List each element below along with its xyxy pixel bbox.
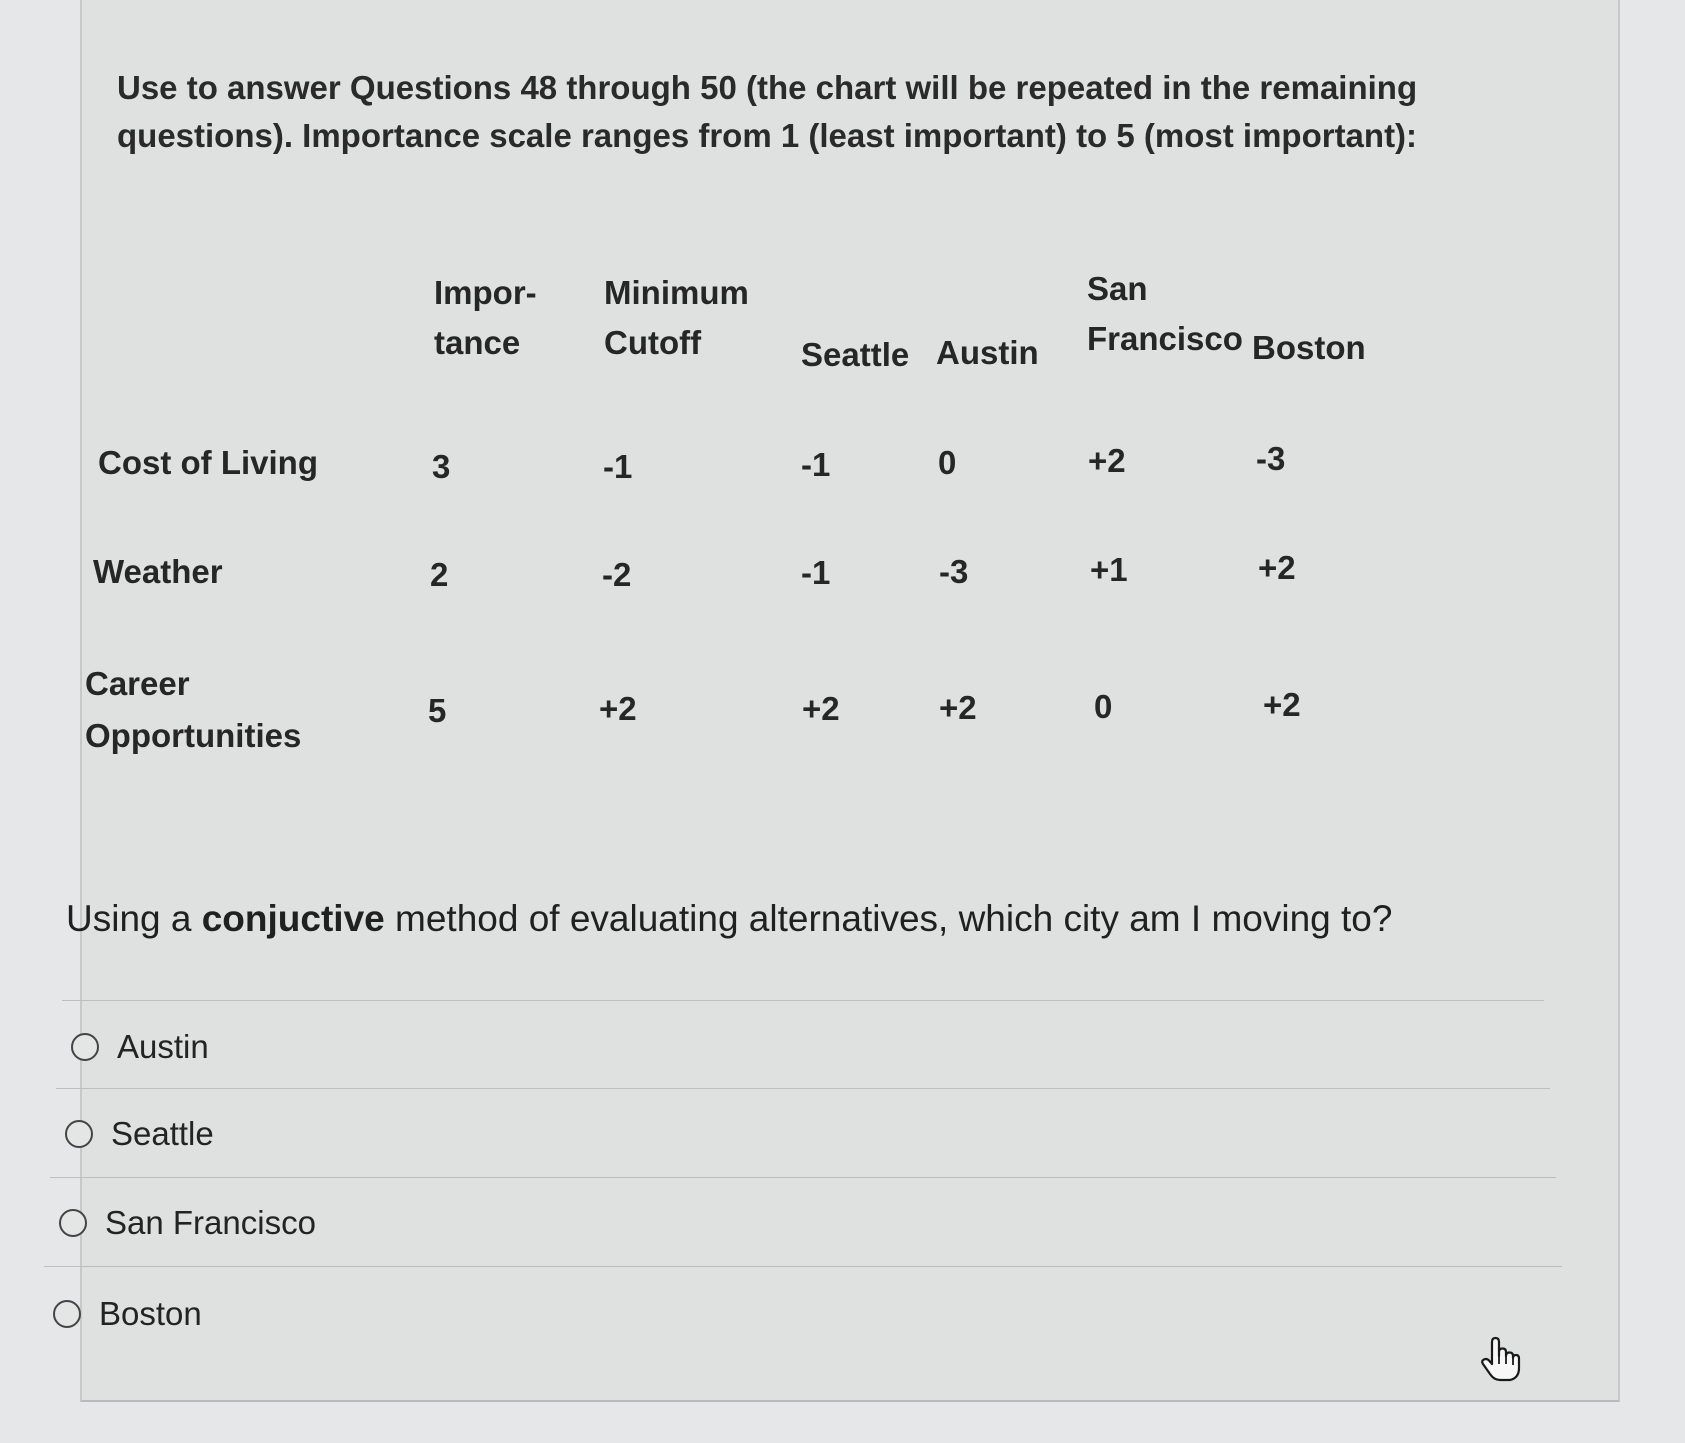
question-prefix: Using a [66, 898, 202, 939]
divider [50, 1177, 1556, 1178]
question-intro [117, 64, 1457, 160]
radio-button[interactable] [53, 1300, 81, 1328]
cell-boston: -3 [1256, 440, 1286, 477]
divider [62, 1000, 1544, 1001]
header-san-francisco [1087, 264, 1243, 364]
divider [56, 1088, 1550, 1089]
header-sf-line2: Francisco [1087, 320, 1243, 357]
cell-austin: 0 [938, 444, 957, 481]
cell-importance: 3 [432, 448, 451, 485]
question-card [80, 0, 1620, 1402]
cell-boston: +2 [1258, 549, 1296, 586]
cell-cutoff: -2 [602, 556, 632, 593]
hand-pointer-icon [1478, 1334, 1522, 1384]
option-label: San Francisco [105, 1204, 316, 1241]
question-suffix: method of evaluating alternatives, which city am I moving to? [384, 898, 1393, 939]
option-seattle[interactable] [65, 1115, 214, 1153]
question-method: conjuctive [201, 898, 385, 939]
header-cutoff-line2: Cutoff [604, 324, 702, 361]
header-importance-line2: tance [434, 324, 521, 361]
cell-austin: +2 [939, 689, 977, 726]
header-sf-line1: San [1087, 270, 1148, 307]
header-minimum-cutoff [604, 268, 749, 368]
header-austin: Austin [936, 334, 1039, 371]
cell-san-francisco: 0 [1094, 688, 1113, 725]
question-text [66, 898, 1392, 940]
divider [44, 1266, 1562, 1267]
header-cutoff-line1: Minimum [604, 274, 749, 311]
option-boston[interactable] [53, 1295, 202, 1333]
cell-boston: +2 [1263, 686, 1301, 723]
cell-austin: -3 [939, 553, 969, 590]
intro-line-1: Use to answer Questions 48 through 50 (the chart will be repeated in the remaining [117, 69, 1418, 106]
header-importance [434, 268, 537, 368]
cell-importance: 2 [430, 556, 449, 593]
intro-line-2: questions). Importance scale ranges from 1 (least important) to 5 (most important): [117, 117, 1418, 154]
option-label: Austin [117, 1028, 209, 1065]
header-boston: Boston [1252, 329, 1366, 366]
radio-button[interactable] [71, 1033, 99, 1061]
cell-san-francisco: +1 [1090, 551, 1128, 588]
radio-button[interactable] [65, 1120, 93, 1148]
option-label: Seattle [111, 1115, 214, 1152]
cell-seattle: -1 [801, 554, 831, 591]
radio-button[interactable] [59, 1209, 87, 1237]
cell-cutoff: +2 [599, 690, 637, 727]
row-label-career-opportunities [85, 658, 301, 762]
cell-seattle: +2 [802, 690, 840, 727]
option-austin[interactable] [71, 1028, 209, 1066]
row-label-weather: Weather [93, 553, 223, 590]
cell-importance: 5 [428, 692, 447, 729]
header-importance-line1: Impor- [434, 274, 537, 311]
cell-cutoff: -1 [603, 448, 633, 485]
header-seattle: Seattle [801, 336, 910, 373]
row-label-career-line1: Career [85, 665, 190, 702]
cell-san-francisco: +2 [1088, 442, 1126, 479]
cell-seattle: -1 [801, 446, 831, 483]
option-san-francisco[interactable] [59, 1204, 316, 1242]
row-label-career-line2: Opportunities [85, 717, 302, 754]
option-label: Boston [99, 1295, 202, 1332]
row-label-cost-of-living: Cost of Living [98, 444, 318, 481]
